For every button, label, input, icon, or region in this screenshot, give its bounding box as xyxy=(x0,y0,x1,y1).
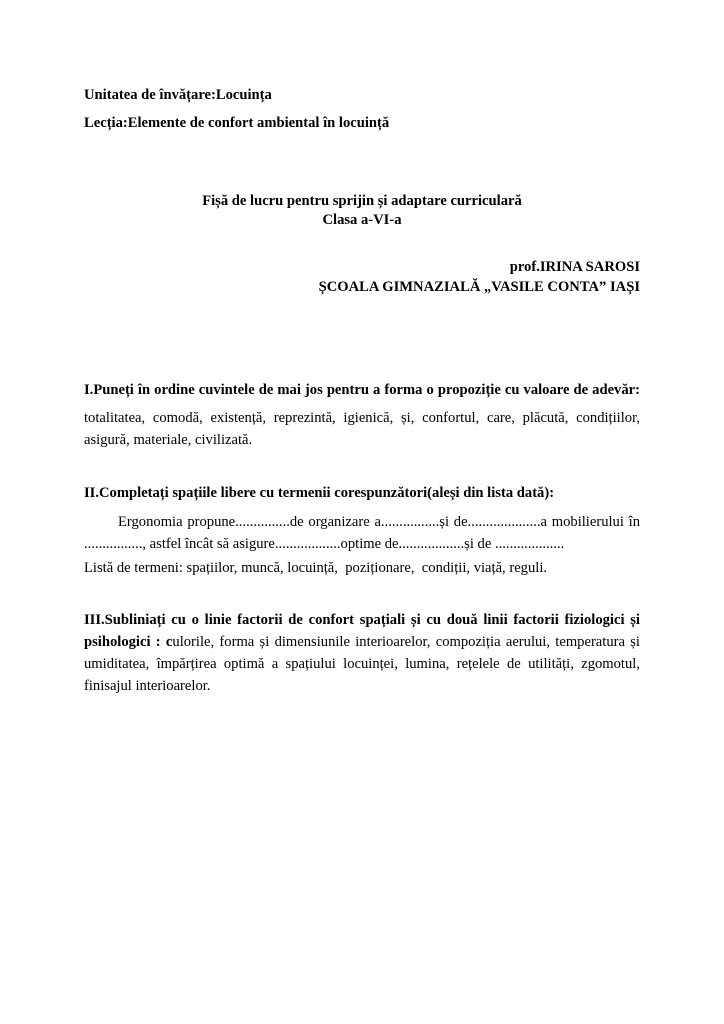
section2-heading: II.Completați spațiile libere cu termenii corespunzători(aleși din lista dată): xyxy=(84,485,555,501)
section3-heading-line1: III.Subliniați cu o linie factorii de confort spațiali și cu două linii factorii fiziologici și xyxy=(84,612,640,628)
author-name-line: prof.IRINA SAROSI xyxy=(509,259,640,275)
section2-blank-line2: ................, astfel încât să asigure..................optime de..................și de ................... xyxy=(84,536,565,552)
school-name-line: ȘCOALA GIMNAZIALĂ „VASILE CONTA” IAȘI xyxy=(318,279,640,295)
class-level-line: Clasa a-VI-a xyxy=(322,212,402,228)
section1-body-line1: totalitatea, comodă, existență, reprezintă, igienică, și, confortul, care, plăcută, condițiilor, xyxy=(84,410,640,426)
worksheet-title: Fișă de lucru pentru sprijin și adaptare curriculară xyxy=(202,193,522,209)
section1-heading: I.Puneți în ordine cuvintele de mai jos pentru a forma o propoziție cu valoare de adevăr: xyxy=(84,382,640,398)
unit-of-study-line: Unitatea de învățare:Locuința xyxy=(84,87,272,103)
section3-body-start: ulorile, forma și dimensiunile interioarelor, compoziția aerului, temperatura și xyxy=(172,634,640,650)
section3-body-line3: umiditatea, împărțirea optimă a spațiului locuinței, lumina, rețelele de utilități, zgomotul, xyxy=(84,656,640,672)
section3-line2 xyxy=(84,633,640,652)
section1-body-line2: asigură, materiale, civilizată. xyxy=(84,432,253,448)
section2-terms-list: Listă de termeni: spațiilor, muncă, locuință, poziționare, condiții, viață, reguli. xyxy=(84,560,548,576)
section3-heading-bold-tail: psihologici : c xyxy=(84,634,173,650)
section2-blank-line1: Ergonomia propune...............de organizare a................și de....................a mobilierului în xyxy=(118,514,640,530)
section3-body-line4: finisajul interioarelor. xyxy=(84,678,211,694)
lesson-line: Lecția:Elemente de confort ambiental în locuință xyxy=(84,115,390,131)
